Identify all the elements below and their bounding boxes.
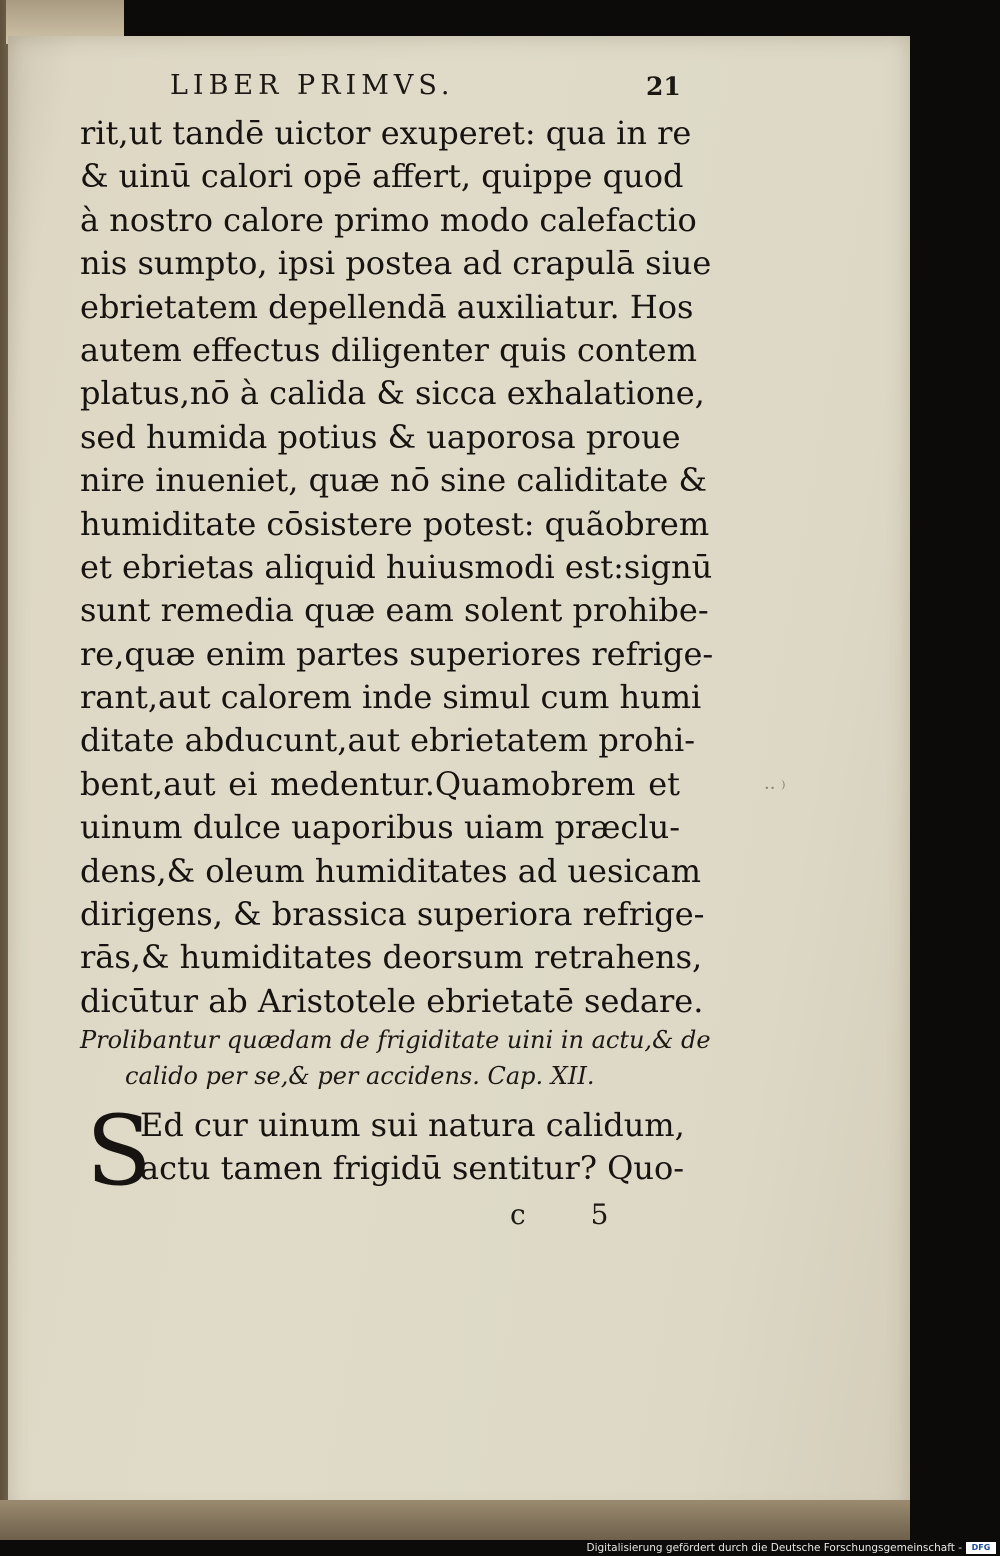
text-line: ditate abducunt,aut ebrietatem prohi-	[80, 721, 696, 760]
footer-credit: Digitalisierung gefördert durch die Deutsche Forschungsgemeinschaft -	[586, 1542, 962, 1554]
text-line: dens,& oleum humiditates ad uesicam	[80, 851, 701, 890]
text-line: actu tamen frigidū sentitur? Quo-	[140, 1149, 685, 1188]
text-line: dicūtur ab Aristotele ebrietatē sedare.	[80, 981, 704, 1020]
body-text	[80, 112, 714, 1023]
text-line: ebrietatem depellendā auxiliatur. Hos	[80, 287, 694, 326]
ink-smudge: ·· ⁾	[764, 778, 786, 799]
chapter-heading	[80, 1022, 711, 1094]
drop-initial: S	[86, 1095, 152, 1207]
text-line: autem effectus diligenter quis contem	[80, 330, 697, 369]
text-line: nis sumpto, ipsi postea ad crapulā siue	[80, 244, 712, 283]
signature-mark: c 5	[510, 1198, 637, 1231]
book-cover-bottom	[0, 1500, 910, 1540]
text-line: rās,& humiditates deorsum retrahens,	[80, 938, 703, 977]
heading-line: Prolibantur quædam de frigiditate uini in actu,& de	[80, 1026, 711, 1054]
chapter-opening-text	[140, 1104, 685, 1191]
text-line: rit,ut tandē uictor exuperet: qua in re	[80, 114, 692, 152]
text-line: humiditate cōsistere potest: quãobrem	[80, 504, 710, 543]
text-line: nire inueniet, quæ nō sine caliditate &	[80, 461, 707, 500]
text-line: sunt remedia quæ eam solent prohibe-	[80, 591, 709, 630]
text-line: platus,nō à calida & sicca exhalatione,	[80, 374, 705, 413]
text-line: re,quæ enim partes superiores refrige-	[80, 634, 714, 673]
text-line: rant,aut calorem inde simul cum humi	[80, 678, 702, 717]
text-line: uinum dulce uaporibus uiam præclu-	[80, 808, 680, 847]
text-line: à nostro calore primo modo calefactio	[80, 200, 697, 239]
dfg-logo: DFG	[966, 1542, 996, 1554]
text-line: Ed cur uinum sui natura calidum,	[140, 1106, 685, 1144]
text-line: & uinū calori opē affert, quippe quod	[80, 157, 684, 196]
text-line: sed humida potius & uaporosa proue	[80, 417, 681, 456]
text-line: et ebrietas aliquid huiusmodi est:signū	[80, 547, 713, 586]
running-head: LIBER PRIMVS.	[170, 70, 455, 101]
text-line: bent,aut ei medentur.Quamobrem et	[80, 764, 680, 803]
page-number: 21	[646, 72, 681, 101]
heading-line: calido per se,& per accidens. Cap. XII.	[125, 1062, 595, 1090]
text-line: dirigens, & brassica superiora refrige-	[80, 895, 705, 934]
